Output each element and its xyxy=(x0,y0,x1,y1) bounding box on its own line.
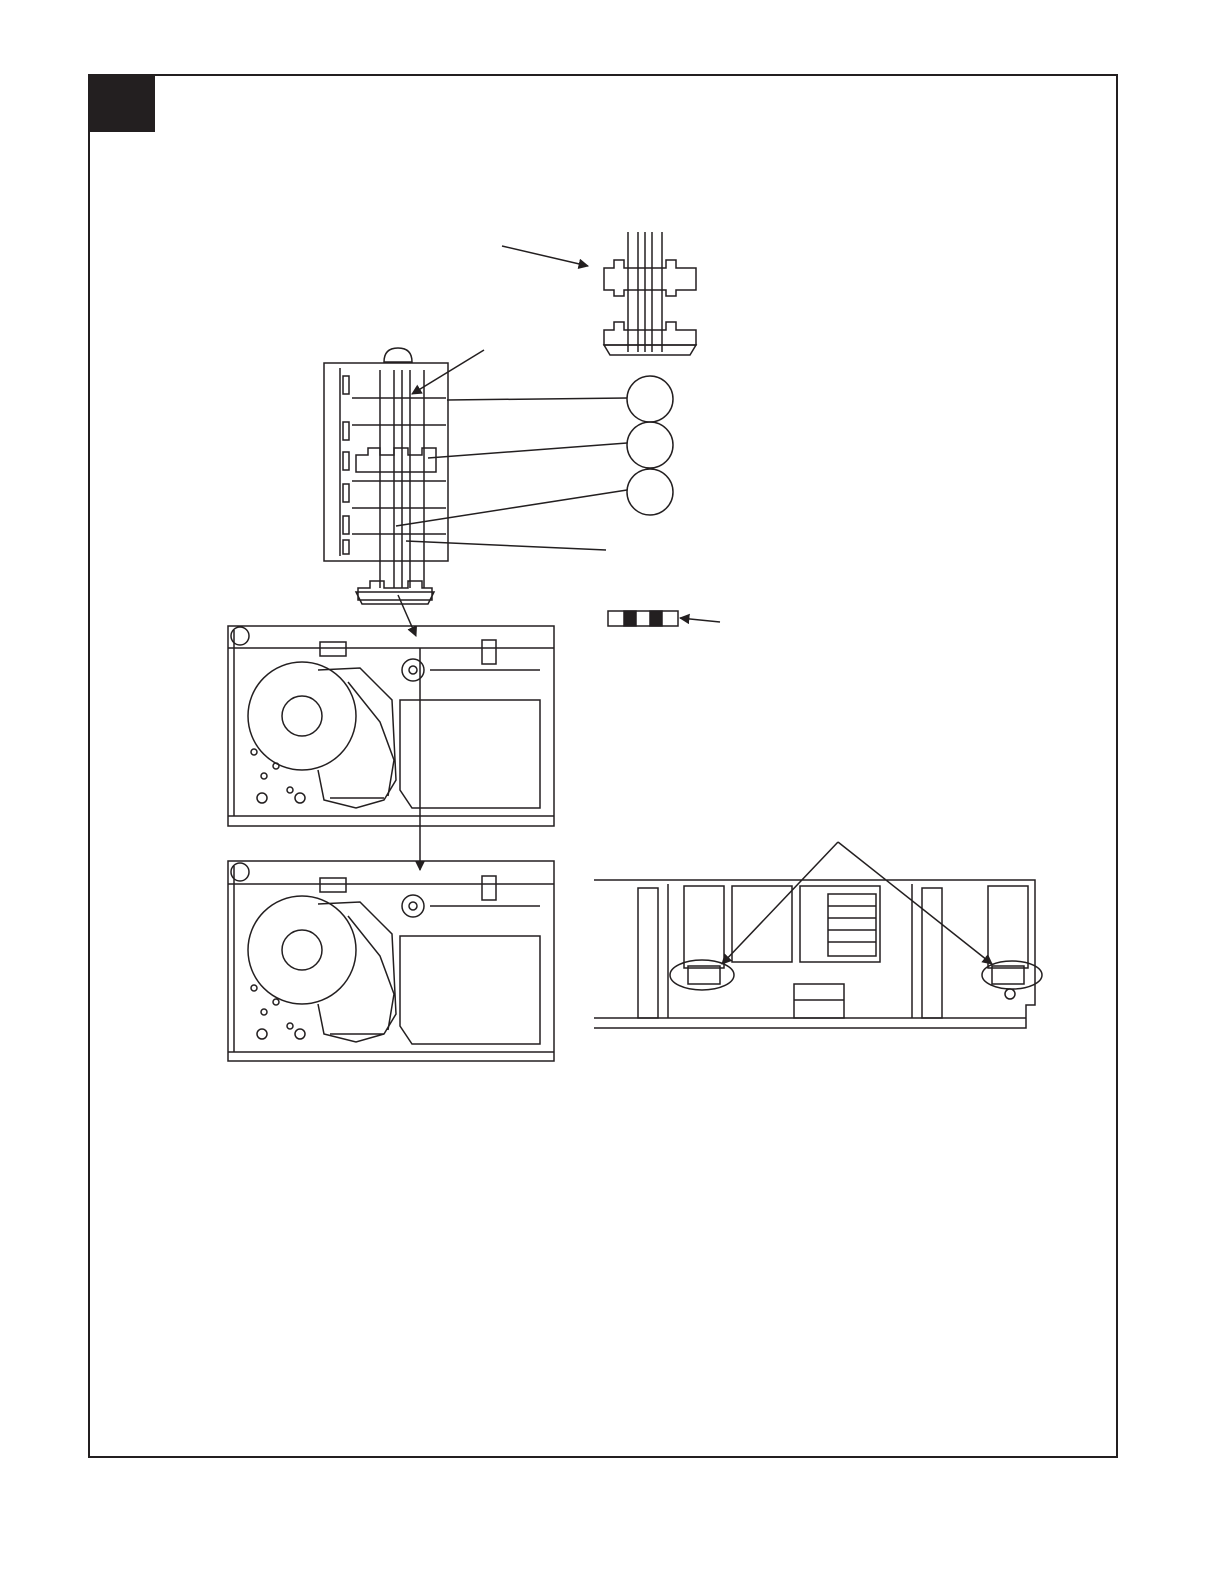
pointer-arrow-top xyxy=(502,246,588,266)
pointer-arrow-left-gear xyxy=(722,842,838,964)
striped-tab xyxy=(608,611,678,626)
callout-circle-2 xyxy=(627,422,673,468)
reel-assembly xyxy=(324,348,448,604)
spool-detail-top xyxy=(604,232,696,355)
mechanism-drawing-1 xyxy=(228,626,554,826)
insert-arrow-1 xyxy=(398,595,416,636)
leader-line-4 xyxy=(406,541,606,550)
leader-line-1 xyxy=(447,398,627,400)
mechanism-drawing-2 xyxy=(228,861,554,1061)
callout-circle-1 xyxy=(627,376,673,422)
callout-circle-3 xyxy=(627,469,673,515)
leader-line-2 xyxy=(428,443,627,458)
pointer-arrow-right-gear xyxy=(838,842,992,964)
pointer-arrow-tab xyxy=(680,618,720,622)
front-panel-strip xyxy=(594,880,1042,1028)
